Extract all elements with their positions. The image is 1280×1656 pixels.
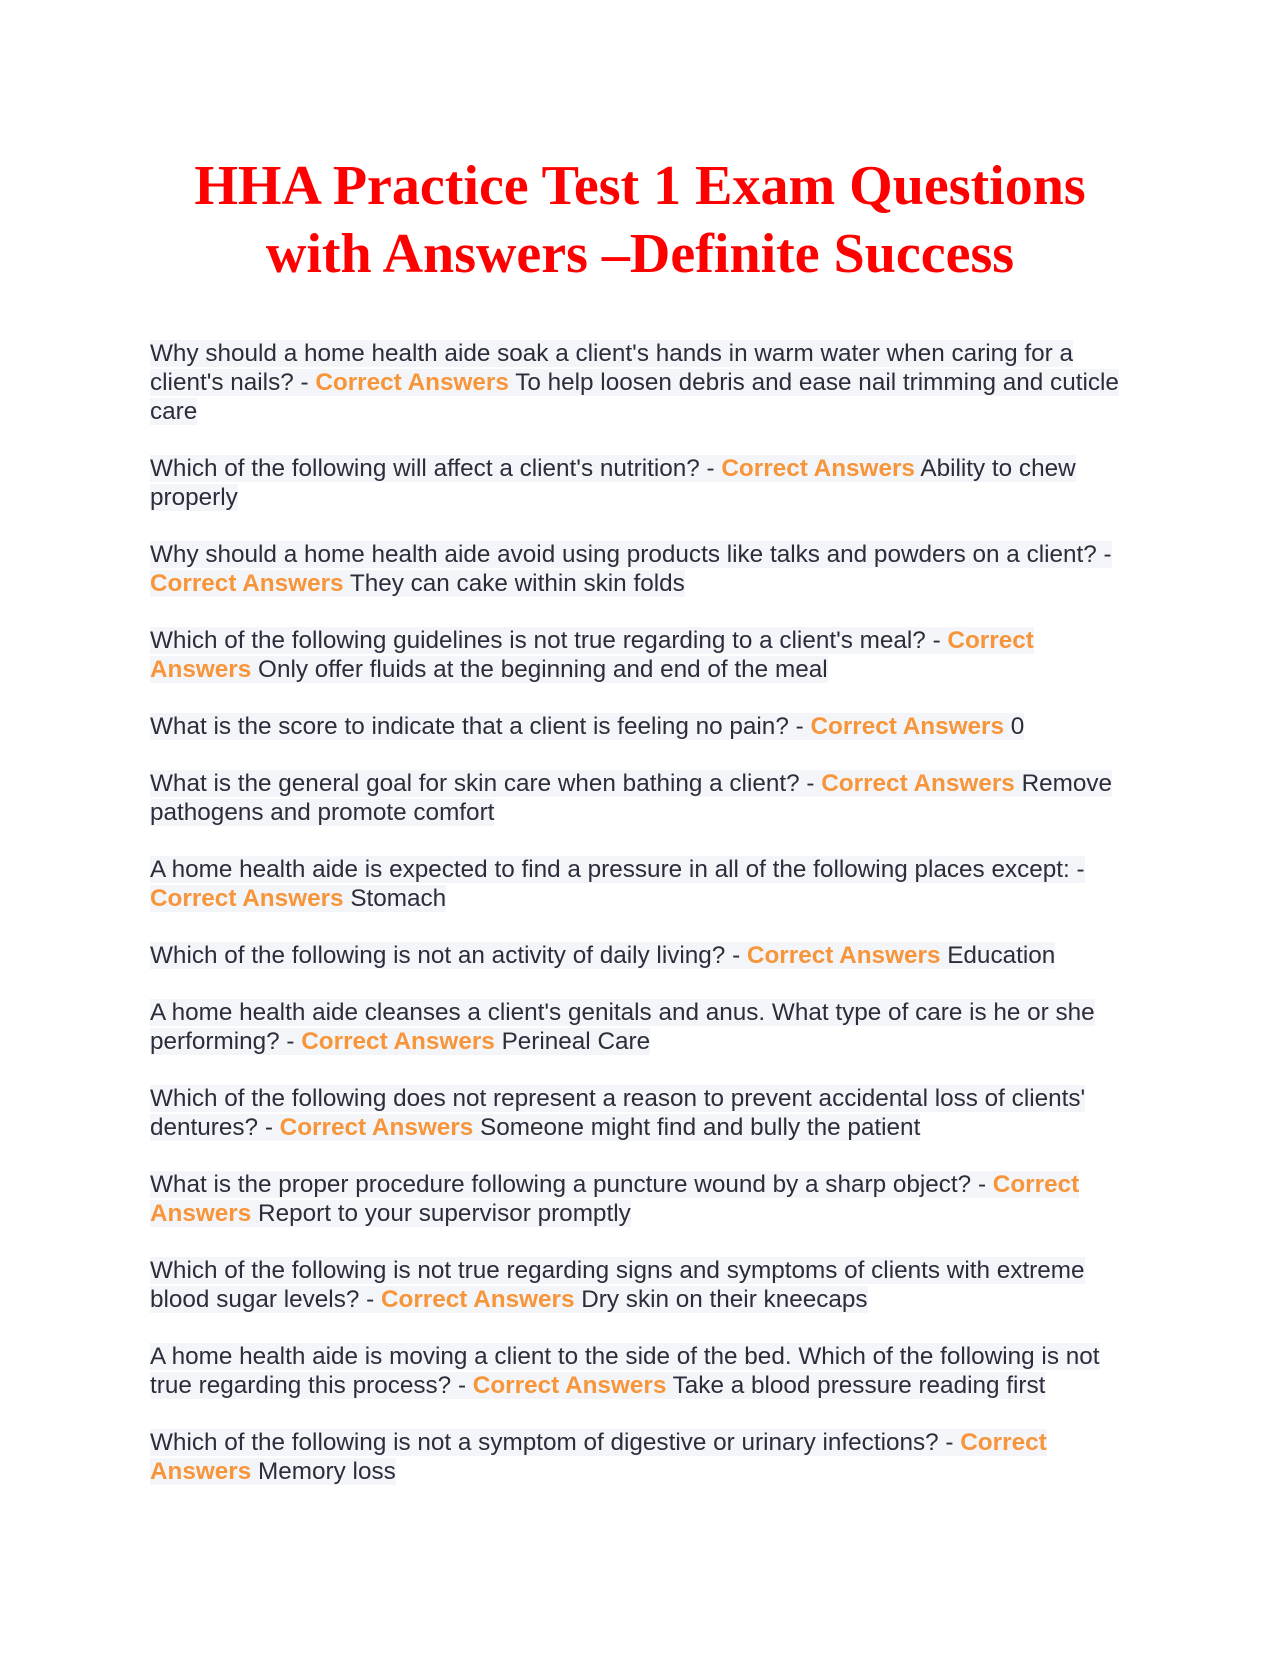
- qa-item: [150, 712, 1140, 741]
- answer-text: Report to your supervisor promptly: [258, 1200, 631, 1227]
- correct-answers-label: Correct Answers: [721, 455, 915, 482]
- separator: -: [725, 942, 747, 969]
- answer-text: To help loosen debris and ease nail trimming and cuticle care: [150, 369, 1119, 425]
- answer-text: Memory loss: [258, 1458, 396, 1485]
- separator: -: [258, 1114, 280, 1141]
- question-text: What is the score to indicate that a client is feeling no pain?: [150, 713, 789, 740]
- qa-item: [150, 855, 1140, 913]
- page-title: HHA Practice Test 1 Exam Questions with Answers –Definite Success: [194, 155, 1086, 285]
- separator: -: [359, 1286, 381, 1313]
- answer-text: Stomach: [350, 885, 447, 912]
- question-text: A home health aide cleanses a client's genitals and anus. What type of care is he or she performing?: [150, 999, 1095, 1055]
- correct-answers-label: Correct Answers: [472, 1372, 667, 1399]
- qa-item: [150, 998, 1140, 1056]
- answer-text: Only offer fluids at the beginning and end of the meal: [258, 656, 828, 683]
- qa-highlight: [150, 999, 1095, 1055]
- question-text: Why should a home health aide soak a client's hands in warm water when caring for a client's nails?: [150, 340, 1074, 396]
- correct-answers-label: Correct Answers: [150, 885, 344, 912]
- qa-highlight: [150, 942, 1055, 969]
- question-text: Which of the following will affect a client's nutrition?: [150, 455, 700, 482]
- qa-item: [150, 540, 1140, 598]
- correct-answers-label: Correct Answers: [746, 942, 941, 969]
- qa-item: [150, 1256, 1140, 1314]
- separator: -: [971, 1171, 993, 1198]
- answer-text: Take a blood pressure reading first: [672, 1372, 1046, 1399]
- qa-highlight: [150, 1171, 1079, 1227]
- qa-highlight: [150, 770, 1112, 826]
- separator: -: [1096, 541, 1112, 568]
- separator: -: [1069, 856, 1085, 883]
- separator: -: [699, 455, 722, 482]
- separator: -: [925, 627, 948, 654]
- answer-text: Remove pathogens and promote comfort: [150, 770, 1113, 826]
- separator: -: [279, 1028, 302, 1055]
- answer-text: 0: [1010, 713, 1025, 740]
- separator: -: [451, 1372, 473, 1399]
- qa-item: [150, 626, 1140, 684]
- separator: -: [938, 1429, 961, 1456]
- question-text: Which of the following guidelines is not true regarding to a client's meal?: [150, 627, 926, 654]
- question-text: Which of the following is not a symptom of digestive or urinary infections?: [150, 1429, 939, 1456]
- separator: -: [788, 713, 811, 740]
- qa-highlight: [150, 1085, 1085, 1141]
- qa-item: [150, 1428, 1140, 1486]
- qa-item: [150, 1342, 1140, 1400]
- question-text: What is the general goal for skin care when bathing a client?: [150, 770, 800, 797]
- correct-answers-label: Correct Answers: [150, 1171, 1080, 1227]
- correct-answers-label: Correct Answers: [315, 369, 509, 396]
- answer-text: Ability to chew properly: [150, 455, 1076, 511]
- question-text: A home health aide is expected to find a pressure in all of the following places except:: [150, 856, 1070, 883]
- correct-answers-label: Correct Answers: [821, 770, 1015, 797]
- separator: -: [293, 369, 316, 396]
- question-text: What is the proper procedure following a puncture wound by a sharp object?: [150, 1171, 972, 1198]
- qa-item: [150, 1084, 1140, 1142]
- answer-text: They can cake within skin folds: [349, 570, 685, 597]
- question-text: Why should a home health aide avoid using products like talks and powders on a client?: [150, 541, 1097, 568]
- qa-item: [150, 454, 1140, 512]
- qa-highlight: [150, 1343, 1100, 1399]
- question-text: Which of the following is not an activity of daily living?: [150, 942, 726, 969]
- qa-highlight: [150, 340, 1119, 425]
- question-text: Which of the following does not represent a reason to prevent accidental loss of clients' dentures?: [150, 1085, 1086, 1141]
- question-text: A home health aide is moving a client to the side of the bed. Which of the following is not true regarding this process?: [150, 1343, 1100, 1399]
- qa-highlight: [150, 1257, 1085, 1313]
- qa-list: [150, 339, 1140, 1514]
- correct-answers-label: Correct Answers: [301, 1028, 495, 1055]
- qa-highlight: [150, 856, 1085, 912]
- qa-item: [150, 769, 1140, 827]
- correct-answers-label: Correct Answers: [150, 570, 344, 597]
- qa-item: [150, 339, 1140, 426]
- answer-text: Education: [947, 942, 1056, 969]
- correct-answers-label: Correct Answers: [380, 1286, 575, 1313]
- qa-highlight: [150, 455, 1076, 511]
- qa-item: [150, 1170, 1140, 1228]
- separator: -: [799, 770, 822, 797]
- answer-text: Perineal Care: [501, 1028, 651, 1055]
- qa-highlight: [150, 1429, 1047, 1485]
- qa-highlight: [150, 627, 1034, 683]
- correct-answers-label: Correct Answers: [810, 713, 1004, 740]
- answer-text: Dry skin on their kneecaps: [581, 1286, 868, 1313]
- correct-answers-label: Correct Answers: [150, 1429, 1047, 1485]
- answer-text: Someone might find and bully the patient: [479, 1114, 921, 1141]
- question-text: Which of the following is not true regarding signs and symptoms of clients with extreme blood sugar levels?: [150, 1257, 1085, 1313]
- qa-highlight: [150, 541, 1112, 597]
- correct-answers-label: Correct Answers: [279, 1114, 474, 1141]
- qa-highlight: [150, 713, 1024, 740]
- qa-item: [150, 941, 1140, 970]
- correct-answers-label: Correct Answers: [150, 627, 1034, 683]
